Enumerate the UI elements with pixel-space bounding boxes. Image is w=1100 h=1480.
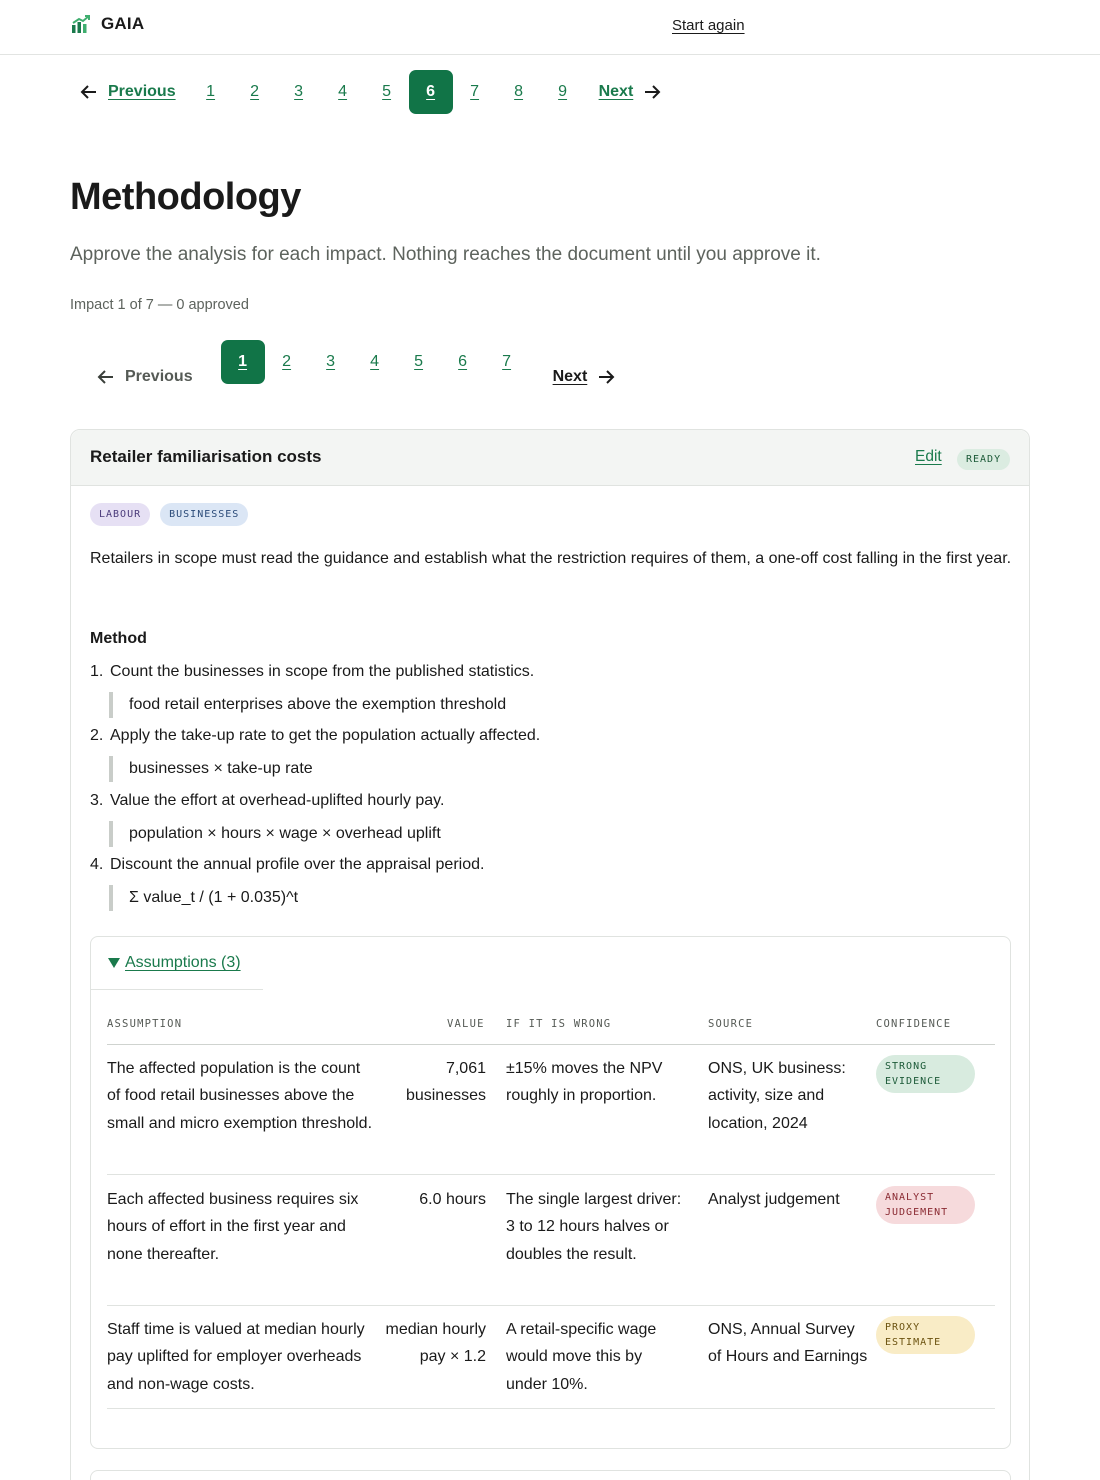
confidence-badge: STRONG EVIDENCE [876,1055,975,1093]
page-title: Methodology [70,176,301,218]
row-divider [107,1408,995,1409]
assumption-text: Staff time is valued at median hourly pay uplifted for employer overheads and non-wage costs. [107,1321,365,1393]
assumptions-summary [91,937,263,990]
impact-card [70,429,1030,1480]
step-previous-link[interactable] [80,83,176,101]
assumption-value: 7,061 businesses [405,1060,486,1105]
confidence-badge: PROXY ESTIMATE [876,1316,975,1354]
step-pagination [80,70,661,114]
impact-summary: Retailers in scope must read the guidance and establish what the restriction requires of them, a one-off cost falling in the first year. [90,550,1012,567]
assumption-if-wrong: ±15% moves the NPV roughly in proportion. [506,1060,663,1105]
arrow-left-icon [80,83,98,101]
triangle-down-icon [108,958,120,968]
brand-name: GAIA [101,14,145,33]
step-next-label: Next [598,83,634,100]
brand[interactable] [71,14,144,34]
step-number: 2. [90,727,104,744]
assumption-if-wrong: The single largest driver: 3 to 12 hours halves or doubles the result. [506,1191,682,1263]
impact-title: Retailer familiarisation costs [90,447,322,466]
col-header-confidence: CONFIDENCE [876,1018,952,1030]
assumptions-toggle-label: Assumptions (3) [125,954,241,971]
impact-next-link[interactable] [553,368,616,386]
step-page-8[interactable]: 8 [514,83,524,100]
assumptions-toggle[interactable] [108,954,241,972]
assumption-source: ONS, UK business: activity, size and location, 2024 [708,1060,846,1132]
assumption-text: Each affected business requires six hours of effort in the first year and none thereafter. [107,1191,359,1263]
step-next-link[interactable] [599,83,662,101]
assumptions-panel [90,936,1011,1449]
assumption-source: ONS, Annual Survey of Hours and Earnings [708,1321,868,1366]
tag-businesses: BUSINESSES [160,503,248,526]
method-step [90,663,534,681]
impact-previous-label: Previous [125,368,193,385]
step-text: Discount the annual profile over the appraisal period. [110,856,485,873]
assumption-source: Analyst judgement [708,1191,840,1208]
impact-page-5[interactable]: 5 [414,353,424,370]
col-header-value: VALUE [447,1018,485,1030]
impact-page-1-current[interactable]: 1 [221,340,265,384]
impact-tags [90,503,248,526]
step-page-6-current[interactable]: 6 [409,70,453,114]
step-previous-label: Previous [108,83,176,100]
next-section-panel [90,1470,1011,1480]
impact-page-3[interactable]: 3 [326,353,336,370]
step-number: 3. [90,792,104,809]
impact-next-label: Next [552,368,588,385]
step-number: 1. [90,663,104,680]
step-page-5[interactable]: 5 [382,83,392,100]
step-formula: businesses × take-up rate [109,756,709,782]
impact-page-7[interactable]: 7 [502,353,512,370]
step-page-1[interactable]: 1 [206,83,216,100]
method-step [90,727,540,745]
method-heading: Method [90,630,147,647]
bar-chart-logo-icon [71,14,91,34]
step-text: Count the businesses in scope from the published statistics. [110,663,535,680]
arrow-left-icon [97,368,115,386]
assumption-if-wrong: A retail-specific wage would move this by under 10%. [506,1321,657,1393]
method-step [90,792,444,810]
impact-previous-link[interactable] [97,368,193,386]
status-badge: READY [957,449,1010,470]
step-text: Value the effort at overhead-uplifted hourly pay. [110,792,445,809]
step-text: Apply the take-up rate to get the population actually affected. [110,727,541,744]
impact-page-6[interactable]: 6 [458,353,468,370]
tag-labour: LABOUR [90,503,150,526]
impact-page-4[interactable]: 4 [370,353,380,370]
arrow-right-icon [643,83,661,101]
approval-progress: Impact 1 of 7 — 0 approved [70,297,249,313]
page-lede: Approve the analysis for each impact. Nothing reaches the document until you approve it. [70,244,821,265]
step-formula: food retail enterprises above the exemption threshold [109,692,709,718]
method-step [90,856,484,874]
col-header-if-wrong: IF IT IS WRONG [506,1018,612,1030]
impact-pagination [97,338,615,386]
top-bar [0,0,1100,55]
step-formula: Σ value_t / (1 + 0.035)^t [109,885,709,911]
step-page-9[interactable]: 9 [558,83,568,100]
impact-card-header [71,430,1029,486]
step-page-2[interactable]: 2 [250,83,260,100]
col-header-source: SOURCE [708,1018,754,1030]
assumption-text: The affected population is the count of food retail businesses above the small and micro exemption threshold. [107,1060,373,1132]
confidence-badge: ANALYST JUDGEMENT [876,1186,975,1224]
start-again-link[interactable]: Start again [672,17,745,34]
step-page-3[interactable]: 3 [294,83,304,100]
row-divider [107,1174,995,1175]
assumption-value: 6.0 hours [419,1191,486,1208]
arrow-right-icon [597,368,615,386]
step-number: 4. [90,856,104,873]
edit-impact-link[interactable]: Edit [915,448,942,465]
assumption-value: median hourly pay × 1.2 [385,1321,486,1366]
impact-page-2[interactable]: 2 [282,353,292,370]
header-divider [107,1044,995,1045]
step-page-7[interactable]: 7 [470,83,480,100]
step-page-4[interactable]: 4 [338,83,348,100]
col-header-assumption: ASSUMPTION [107,1018,183,1030]
step-formula: population × hours × wage × overhead uplift [109,821,709,847]
row-divider [107,1305,995,1306]
